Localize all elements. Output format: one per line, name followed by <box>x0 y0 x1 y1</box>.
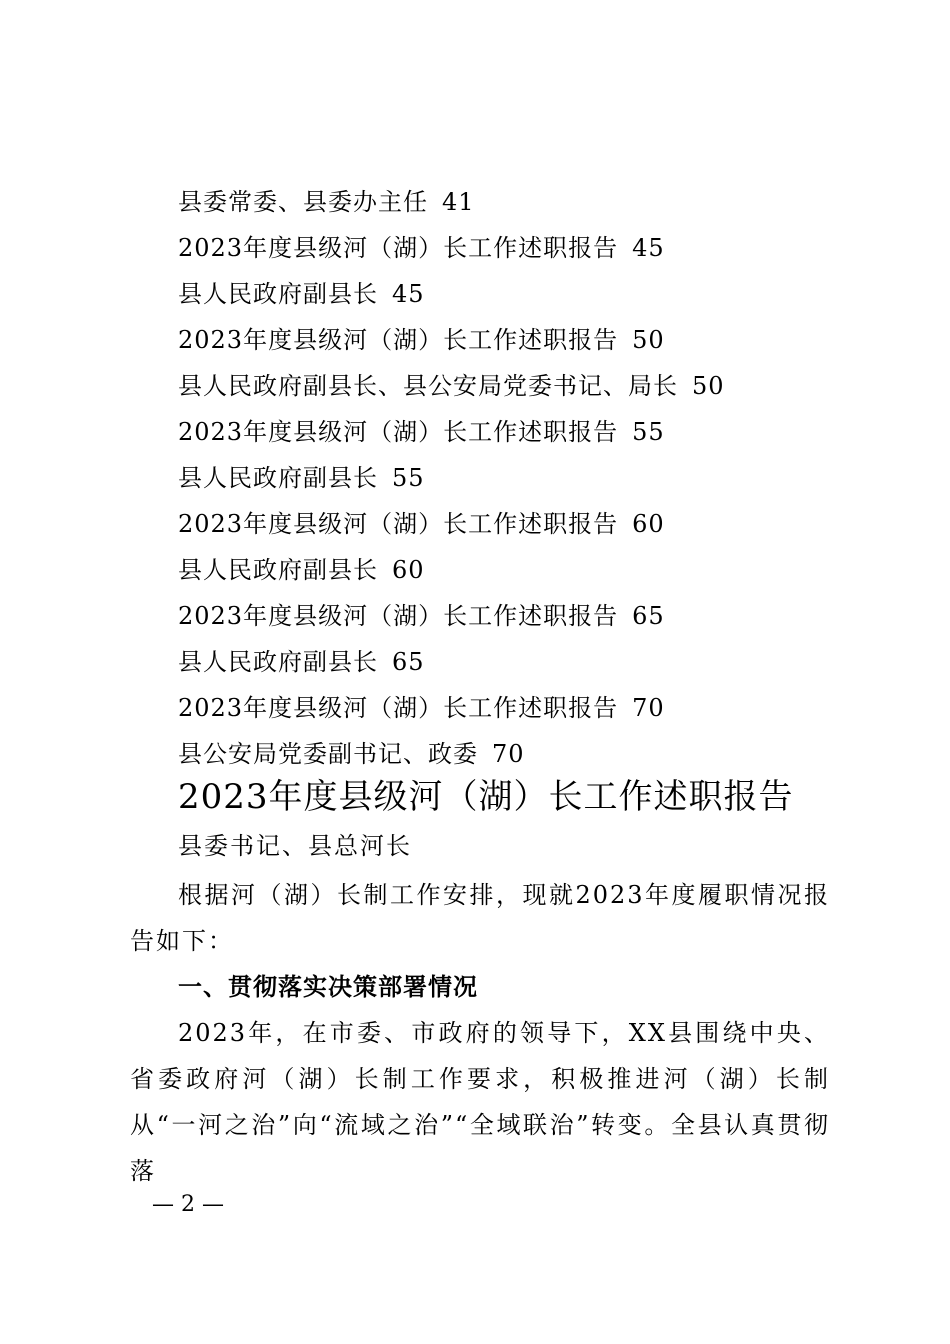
toc-entry-title: 县委常委、县委办主任 <box>178 188 428 216</box>
table-of-contents <box>178 182 878 780</box>
toc-entry-page: 65 <box>632 602 665 630</box>
toc-entry-page: 60 <box>632 510 665 538</box>
toc-entry-page: 45 <box>392 280 425 308</box>
toc-entry-page: 55 <box>632 418 665 446</box>
toc-entry-title: 2023年度县级河（湖）长工作述职报告 <box>178 510 619 538</box>
toc-entry[interactable] <box>178 642 878 688</box>
section-heading: 一、贯彻落实决策部署情况 <box>178 973 478 1001</box>
toc-entry-page: 50 <box>632 326 665 354</box>
toc-entry-title: 县人民政府副县长 <box>178 556 378 584</box>
toc-entry[interactable] <box>178 504 878 550</box>
toc-entry[interactable] <box>178 320 878 366</box>
toc-entry-page: 50 <box>692 372 725 400</box>
toc-entry[interactable] <box>178 412 878 458</box>
toc-entry[interactable] <box>178 596 878 642</box>
toc-entry[interactable] <box>178 274 878 320</box>
toc-entry[interactable] <box>178 366 878 412</box>
toc-entry-title: 县公安局党委副书记、政委 <box>178 740 478 768</box>
toc-entry[interactable] <box>178 458 878 504</box>
toc-entry-title: 县人民政府副县长、县公安局党委书记、局长 <box>178 372 678 400</box>
body-paragraph: 2023年，在市委、市政府的领导下，XX县围绕中央、省委政府河（湖）长制工作要求，积极推进河（湖）长制从“一河之治”向“流域之治”“全域联治”转变。全县认真贯彻落 <box>130 1019 830 1185</box>
document-author: 县委书记、县总河长 <box>178 832 412 860</box>
toc-entry-title: 2023年度县级河（湖）长工作述职报告 <box>178 326 619 354</box>
toc-entry-page: 65 <box>392 648 425 676</box>
toc-entry-title: 县人民政府副县长 <box>178 464 378 492</box>
document-title: 2023年度县级河（湖）长工作述职报告 <box>178 777 794 817</box>
toc-entry-page: 60 <box>392 556 425 584</box>
toc-entry-title: 县人民政府副县长 <box>178 648 378 676</box>
intro-paragraph: 根据河（湖）长制工作安排，现就2023年度履职情况报告如下： <box>130 881 830 955</box>
toc-entry-title: 县人民政府副县长 <box>178 280 378 308</box>
toc-entry-page: 55 <box>392 464 425 492</box>
toc-entry-page: 70 <box>492 740 525 768</box>
toc-entry-title: 2023年度县级河（湖）长工作述职报告 <box>178 602 619 630</box>
toc-entry[interactable] <box>178 688 878 734</box>
toc-entry[interactable] <box>178 182 878 228</box>
page-number: — 2 — <box>152 1192 224 1217</box>
toc-entry-page: 70 <box>632 694 665 722</box>
toc-entry-title: 2023年度县级河（湖）长工作述职报告 <box>178 234 619 262</box>
toc-entry-page: 45 <box>632 234 665 262</box>
toc-entry[interactable] <box>178 228 878 274</box>
toc-entry[interactable] <box>178 550 878 596</box>
toc-entry-title: 2023年度县级河（湖）长工作述职报告 <box>178 418 619 446</box>
toc-entry-page: 41 <box>442 188 475 216</box>
toc-entry-title: 2023年度县级河（湖）长工作述职报告 <box>178 694 619 722</box>
